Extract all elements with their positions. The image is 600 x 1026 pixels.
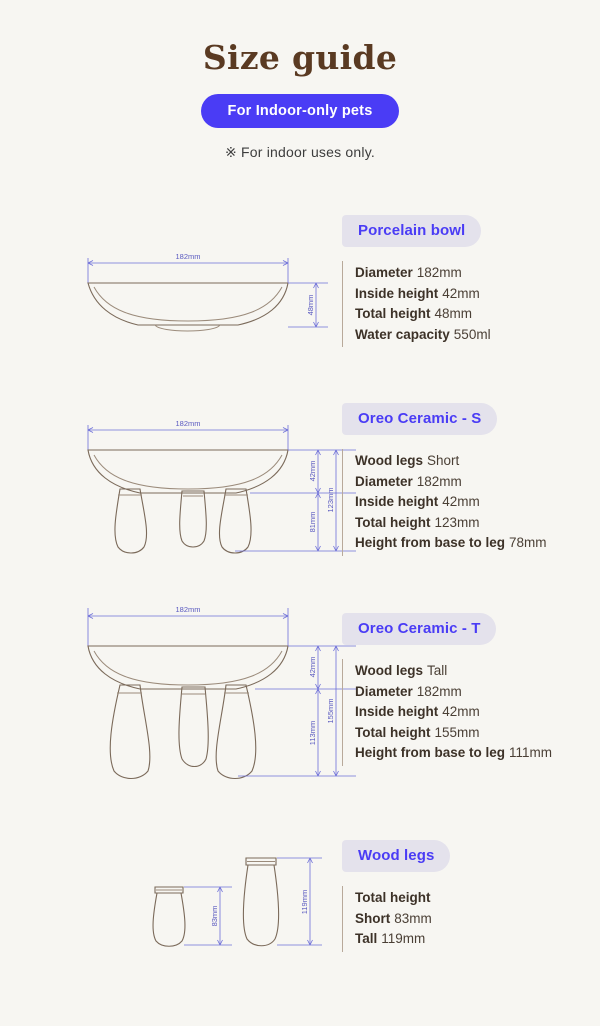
dim-total-height-bowl: 48mm (306, 294, 315, 316)
spec-list-porcelain-bowl (342, 261, 592, 347)
spec-key: Diameter (355, 473, 413, 489)
spec-value: 123mm (434, 514, 480, 530)
spec-value: 111mm (509, 745, 553, 760)
info-porcelain-bowl (342, 215, 592, 347)
spec-item (355, 929, 592, 950)
dim-width-s: 182mm (175, 419, 201, 428)
spec-key: Wood legs (355, 453, 424, 468)
spec-value: 42mm (442, 494, 480, 509)
dim-tall-leg-height: 119mm (300, 889, 309, 915)
spec-value: 42mm (442, 704, 480, 719)
spec-value: 78mm (509, 535, 547, 550)
spec-key: Tall (355, 931, 378, 946)
spec-key: Wood legs (355, 663, 424, 678)
dim-inside-height-t: 42mm (308, 656, 317, 678)
diagram-oreo-ceramic-t (60, 605, 335, 773)
section-label-wood-legs: Wood legs (342, 840, 450, 872)
dim-width-t: 182mm (175, 605, 201, 614)
spec-value: 550ml (453, 326, 491, 342)
spec-value: 42mm (442, 285, 480, 301)
dim-inside-height-s: 42mm (308, 460, 317, 482)
diagram-wood-legs (60, 840, 330, 1000)
spec-value: 83mm (394, 910, 432, 926)
spec-key: Short (355, 910, 391, 926)
spec-key: Total height (355, 724, 431, 740)
spec-value: 182mm (416, 265, 462, 280)
info-wood-legs (342, 840, 592, 952)
spec-list-oreo-ceramic-t (342, 659, 592, 766)
spec-value: 48mm (434, 306, 473, 321)
spec-key: Total height (355, 306, 431, 321)
spec-key: Height from base to leg (355, 535, 506, 550)
spec-item (355, 702, 592, 723)
dim-total-height-s: 123mm (326, 487, 335, 513)
spec-key: Height from base to leg (355, 745, 506, 760)
dim-leg-height-t: 113mm (308, 720, 317, 746)
section-label-oreo-ceramic-t: Oreo Ceramic - T (342, 613, 496, 645)
info-oreo-ceramic-t (342, 613, 592, 766)
spec-item (355, 682, 592, 703)
dim-width-bowl: 182mm (175, 252, 201, 261)
spec-value: Tall (427, 663, 448, 678)
spec-value: Short (427, 453, 460, 468)
indoor-badge: For Indoor-only pets (201, 94, 400, 128)
section-label-oreo-ceramic-s: Oreo Ceramic - S (342, 403, 497, 435)
diagram-oreo-ceramic-s (60, 403, 335, 563)
spec-value: 119mm (381, 931, 426, 946)
page-title: Size guide (202, 38, 398, 77)
spec-key: Water capacity (355, 326, 450, 342)
spec-item (355, 472, 592, 493)
indoor-note: ※ For indoor uses only. (225, 144, 375, 160)
spec-item (355, 743, 592, 764)
page-header (0, 0, 600, 161)
spec-item (355, 304, 592, 325)
spec-item (355, 909, 592, 930)
spec-item (355, 723, 592, 744)
spec-item (355, 263, 592, 284)
spec-item (355, 888, 592, 909)
spec-item (355, 284, 592, 305)
dim-total-height-t: 155mm (326, 698, 335, 724)
spec-value: 182mm (416, 683, 462, 699)
spec-list-wood-legs (342, 886, 592, 952)
spec-item (355, 492, 592, 513)
spec-item (355, 451, 592, 472)
info-oreo-ceramic-s (342, 403, 592, 556)
spec-key: Inside height (355, 285, 439, 301)
dim-leg-height-s: 81mm (308, 511, 317, 533)
spec-value: 182mm (416, 473, 462, 489)
dim-short-leg-height: 83mm (210, 905, 219, 927)
section-label-porcelain-bowl: Porcelain bowl (342, 215, 481, 247)
spec-value: 155mm (434, 724, 480, 740)
spec-item (355, 513, 592, 534)
spec-item (355, 661, 592, 682)
spec-key: Inside height (355, 704, 439, 719)
spec-key: Total height (355, 514, 431, 530)
spec-key: Diameter (355, 683, 413, 699)
spec-key: Diameter (355, 265, 413, 280)
diagram-porcelain-bowl (60, 215, 330, 375)
spec-key: Total height (355, 890, 431, 905)
spec-key: Inside height (355, 494, 439, 509)
spec-list-oreo-ceramic-s (342, 449, 592, 556)
spec-item (355, 533, 592, 554)
spec-item (355, 325, 592, 346)
